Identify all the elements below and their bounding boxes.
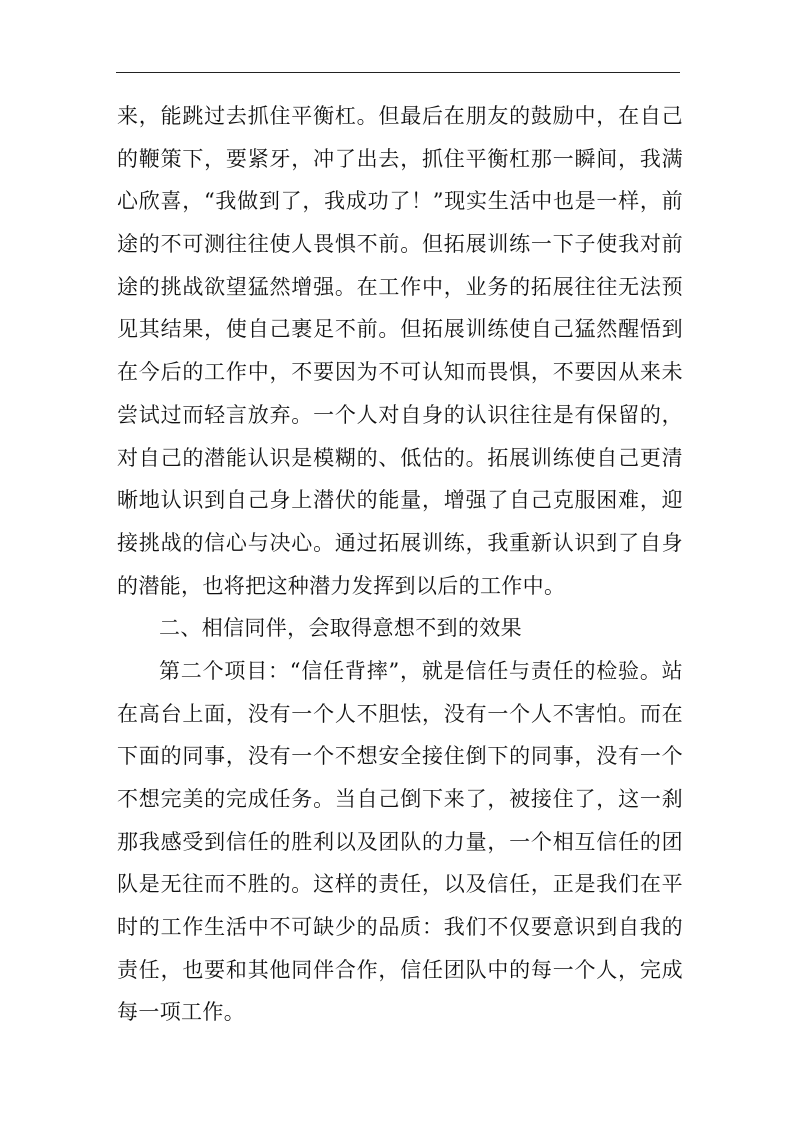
- text-line: 晰地认识到自己身上潜伏的能量，增强了自己克服困难，迎: [117, 488, 683, 513]
- text-line: 来，能跳过去抓住平衡杠。但最后在朋友的鼓励中，在自己: [117, 104, 683, 128]
- text-line: 那我感受到信任的胜利以及团队的力量，一个相互信任的团: [117, 829, 683, 854]
- text-line: 心欣喜，“我做到了，我成功了！”现实生活中也是一样，前: [117, 189, 683, 214]
- text-line: 的潜能，也将把这种潜力发挥到以后的工作中。: [117, 573, 566, 598]
- text-line: 尝试过而轻言放弃。一个人对自身的认识往往是有保留的，: [117, 402, 683, 427]
- text-line: 队是无往而不胜的。这样的责任，以及信任，正是我们在平: [117, 872, 683, 897]
- text-line: 途的挑战欲望猛然增强。在工作中，业务的拓展往往无法预: [117, 274, 683, 299]
- text-line: 责任，也要和其他同伴合作，信任团队中的每一个人，完成: [117, 957, 683, 982]
- text-line: 每一项工作。: [117, 1000, 246, 1025]
- text-line: 下面的同事，没有一个不想安全接住倒下的同事，没有一个: [117, 744, 683, 769]
- header-rule: [116, 72, 680, 73]
- section-heading: 二、相信同伴，会取得意想不到的效果: [159, 616, 522, 641]
- text-line: 的鞭策下，要紧牙，冲了出去，抓住平衡杠那一瞬间，我满: [117, 146, 683, 171]
- text-line: 途的不可测往往使人畏惧不前。但拓展训练一下子使我对前: [117, 232, 683, 257]
- text-line: 在今后的工作中，不要因为不可认知而畏惧，不要因从来未: [117, 360, 683, 385]
- text-line: 不想完美的完成任务。当自己倒下来了，被接住了，这一刹: [117, 787, 683, 811]
- text-line: 见其结果，使自己裹足不前。但拓展训练使自己猛然醒悟到: [117, 317, 683, 342]
- paragraph-first-line: 第二个项目：“信任背摔”，就是信任与责任的检验。站: [159, 658, 683, 683]
- text-line: 时的工作生活中不可缺少的品质：我们不仅要意识到自我的: [117, 915, 683, 940]
- text-line: 接挑战的信心与决心。通过拓展训练，我重新认识到了自身: [117, 530, 683, 555]
- text-line: 对自己的潜能认识是模糊的、低估的。拓展训练使自己更清: [117, 445, 683, 470]
- text-line: 在高台上面，没有一个人不胆怯，没有一个人不害怕。而在: [117, 701, 683, 726]
- document-body: [117, 95, 683, 1034]
